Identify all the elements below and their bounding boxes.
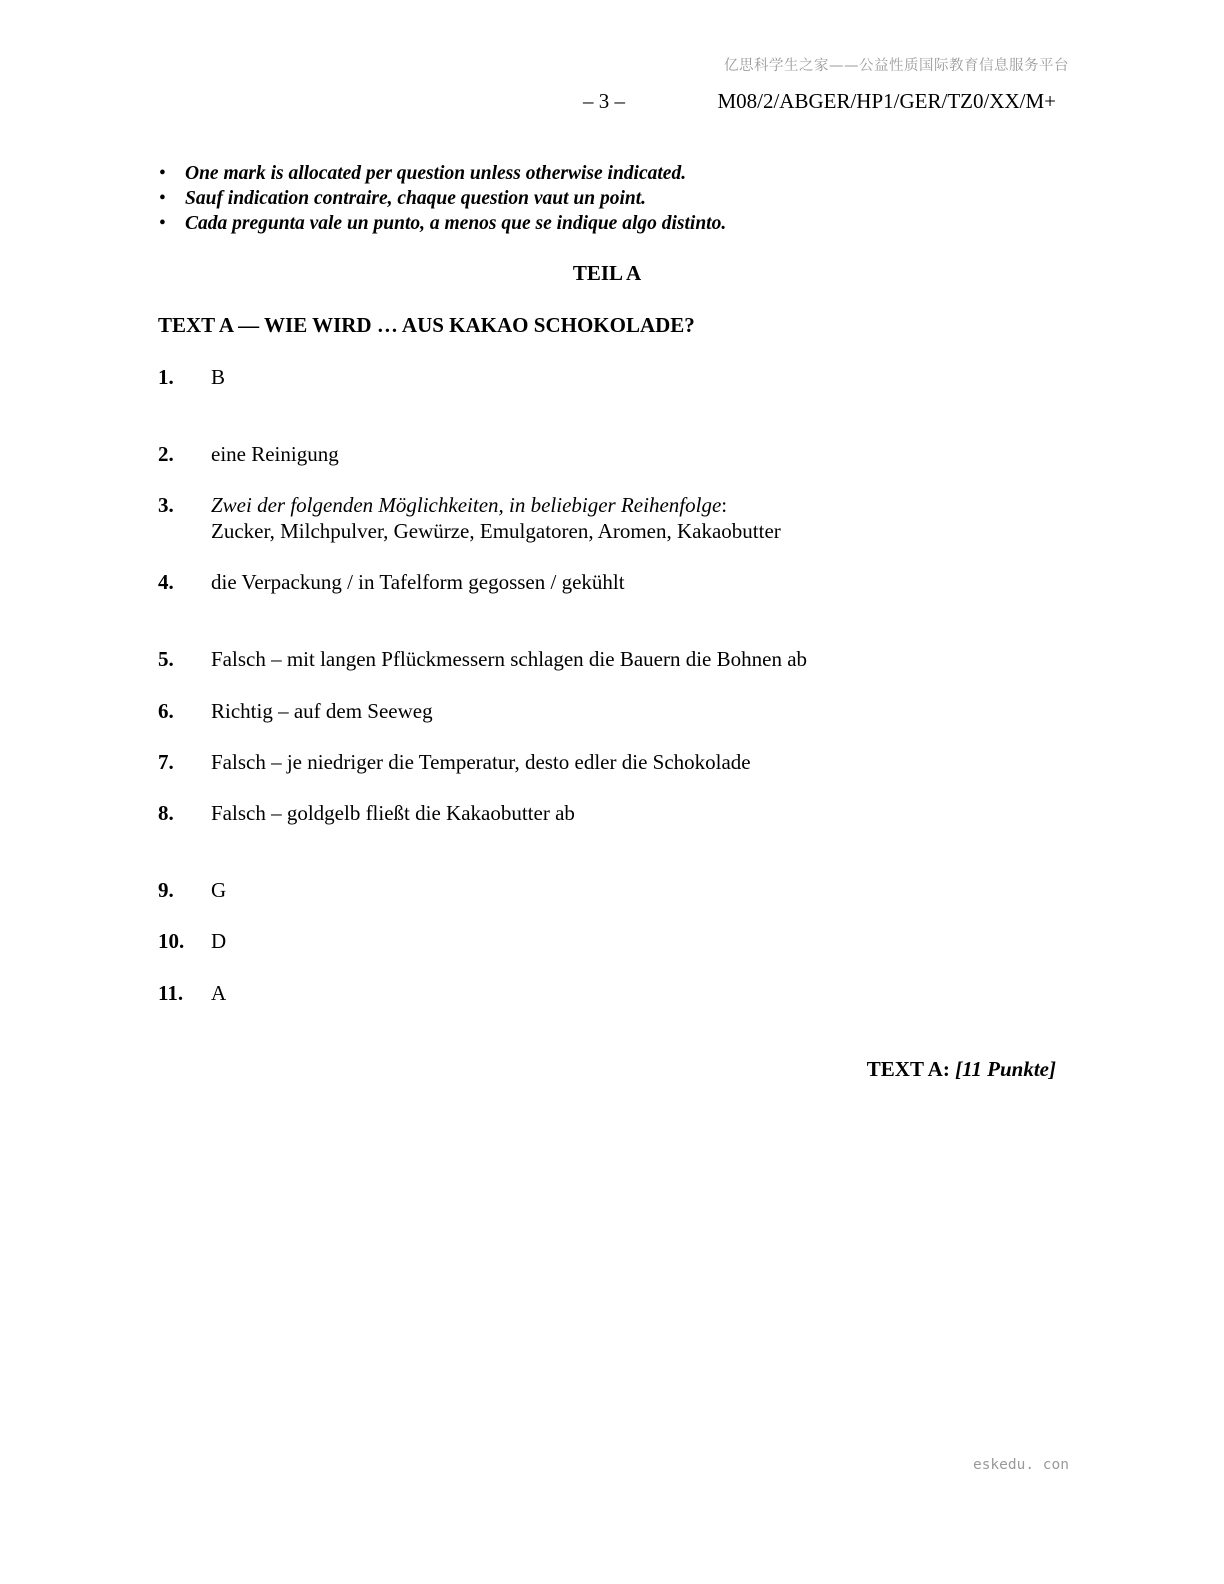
question-number: 10. [158,929,185,953]
total-points: [11 Punkte] [955,1057,1056,1081]
question-number: 8. [158,801,174,825]
bullet-icon: • [159,188,166,209]
text-title: TEXT A — WIE WIRD … AUS KAKAO SCHOKOLADE? [158,313,695,337]
question-number: 7. [158,750,174,774]
watermark-top-text: 亿思科学生之家——公益性质国际教育信息服务平台 [724,58,1069,74]
question-number: 2. [158,442,174,466]
instruction-item [158,161,726,186]
instruction-text: One mark is allocated per question unless otherwise indicated. [185,163,687,184]
text-a-total [867,1057,1056,1082]
answer-instruction: Zwei der folgenden Möglichkeiten, in beliebiger Reihenfolge [211,493,722,517]
bullet-icon: • [159,213,166,234]
answer-text: G [211,878,227,902]
document-code: M08/2/ABGER/HP1/GER/TZ0/XX/M+ [717,89,1056,113]
answer-text: Falsch – je niedriger die Temperatur, desto edler die Schokolade [211,750,751,774]
total-label: TEXT A: [866,1057,950,1081]
watermark-bottom-text: eskedu. con [972,1457,1069,1473]
page-number: – 3 – [583,89,625,113]
section-title: TEIL A [572,261,642,285]
instruction-text: Sauf indication contraire, chaque question vaut un point. [185,188,647,209]
marking-instructions [158,161,726,236]
question-number: 9. [158,878,174,902]
answer-instruction-colon: : [721,493,728,517]
answer-text: D [211,929,227,953]
answer-text: A [211,981,227,1005]
answer-block [211,492,781,544]
answer-text: die Verpackung / in Tafelform gegossen / gekühlt [211,570,625,594]
answer-text: Zucker, Milchpulver, Gewürze, Emulgatoren, Aromen, Kakaobutter [211,519,781,543]
instruction-item [158,211,726,236]
answer-text: Falsch – goldgelb fließt die Kakaobutter ab [211,801,575,825]
answer-text: B [211,365,226,389]
answer-text: eine Reinigung [211,442,339,466]
answer-text: Richtig – auf dem Seeweg [211,699,433,723]
answer-text: Falsch – mit langen Pflückmessern schlagen die Bauern die Bohnen ab [211,647,808,671]
instruction-item [158,186,726,211]
question-number: 3. [158,493,174,517]
question-number: 6. [158,699,174,723]
question-number: 5. [158,647,174,671]
question-number: 1. [158,365,174,389]
instruction-text: Cada pregunta vale un punto, a menos que se indique algo distinto. [185,213,727,234]
question-number: 11. [158,981,184,1005]
question-number: 4. [158,570,174,594]
bullet-icon: • [159,163,166,184]
